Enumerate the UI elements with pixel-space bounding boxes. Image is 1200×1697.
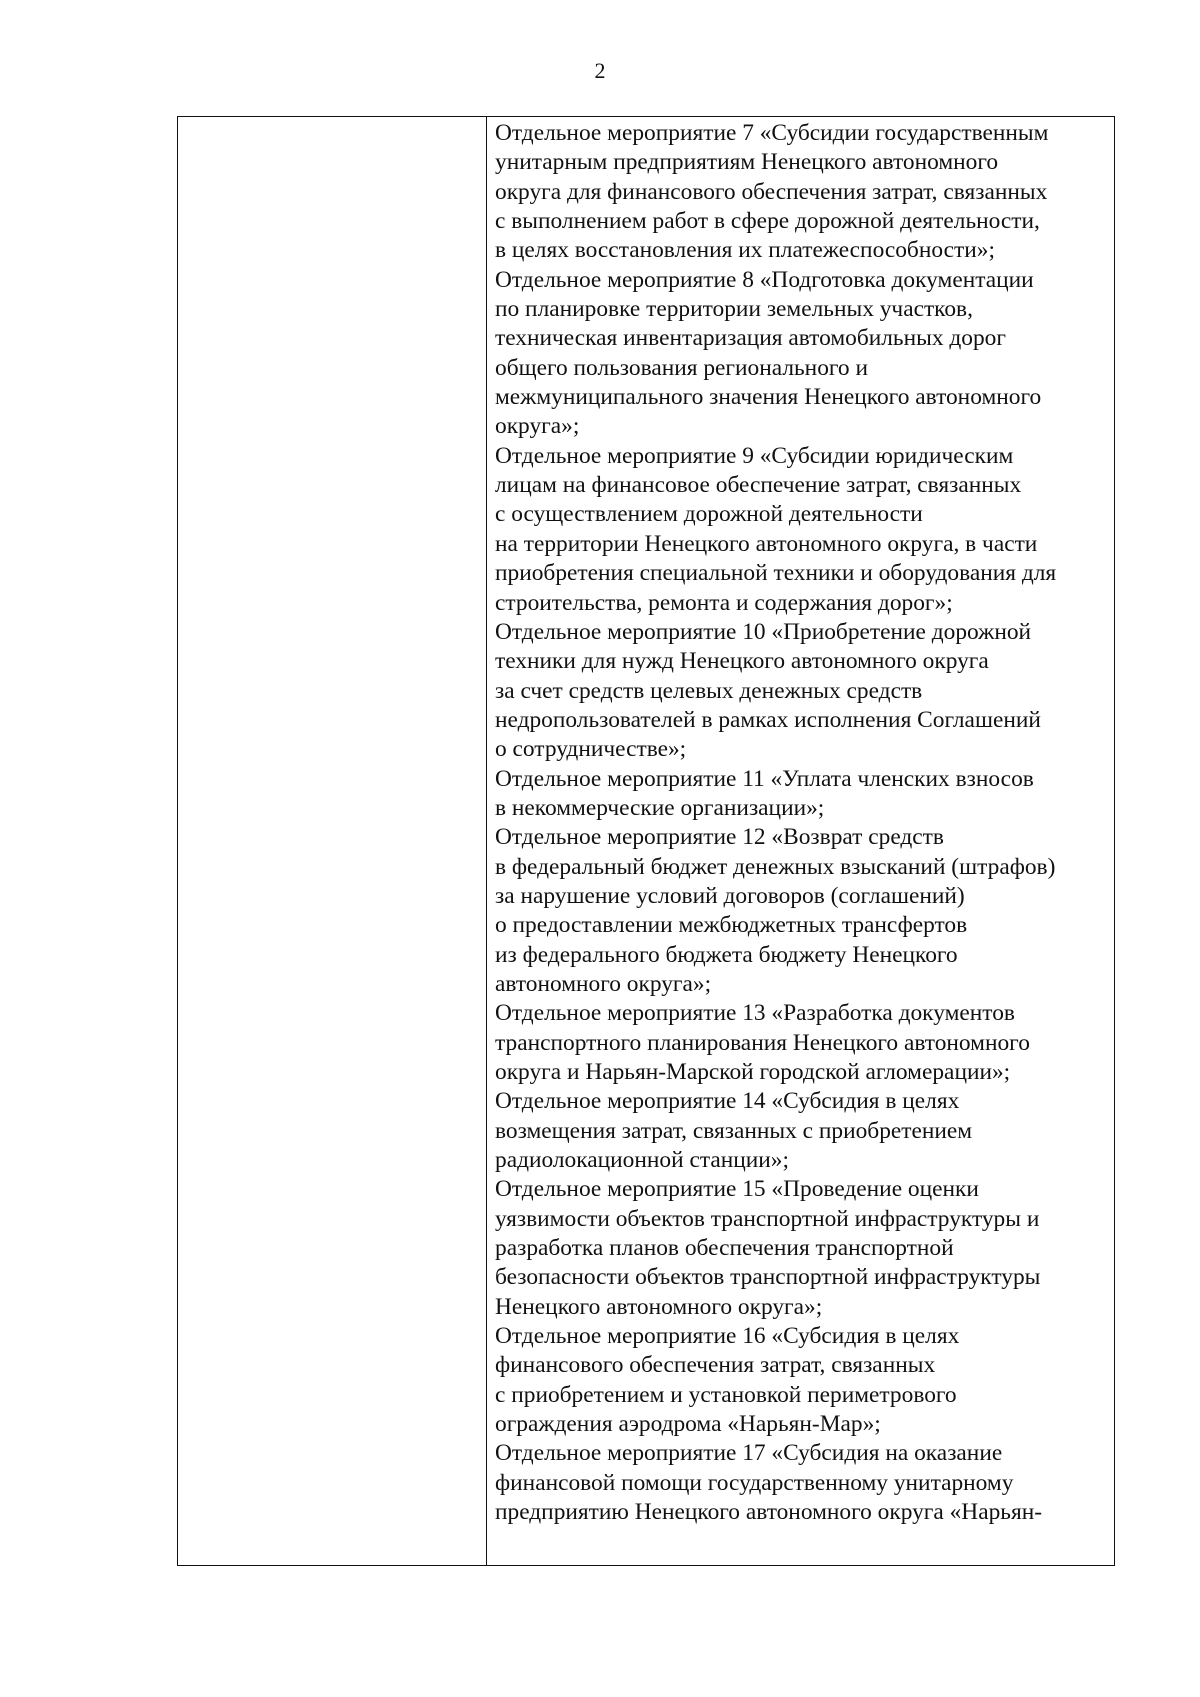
text-line: финансовой помощи государственному унитарному — [495, 1469, 1014, 1496]
text-line: за нарушение условий договоров (соглашений) — [495, 882, 965, 909]
text-line: недропользователей в рамках исполнения Соглашений — [495, 706, 1041, 733]
text-line: в некоммерческие организации»; — [495, 794, 825, 821]
text-line: транспортного планирования Ненецкого автономного — [495, 1029, 1030, 1056]
text-line: предприятию Ненецкого автономного округа «Нарьян- — [495, 1499, 1043, 1526]
text-line: в федеральный бюджет денежных взысканий (штрафов) — [495, 853, 1056, 880]
text-line: Отдельное мероприятие 9 «Субсидии юридическим — [495, 442, 1014, 469]
text-line: строительства, ремонта и содержания дорог»; — [495, 589, 953, 616]
text-line: межмуниципального значения Ненецкого автономного — [495, 384, 1042, 411]
text-line: техническая инвентаризация автомобильных дорог — [495, 325, 1006, 352]
text-line: унитарным предприятиям Ненецкого автономного — [495, 149, 999, 176]
text-line: финансового обеспечения затрат, связанных — [495, 1352, 936, 1379]
text-line: Отдельное мероприятие 7 «Субсидии государственным — [495, 120, 1049, 146]
text-line: разработка планов обеспечения транспортной — [495, 1235, 954, 1262]
text-line: техники для нужд Ненецкого автономного округа — [495, 648, 989, 675]
text-line: Отдельное мероприятие 12 «Возврат средств — [495, 824, 944, 851]
text-line: безопасности объектов транспортной инфраструктуры — [495, 1264, 1041, 1291]
text-line: за счет средств целевых денежных средств — [495, 677, 923, 704]
text-line: на территории Ненецкого автономного округа, в части — [495, 530, 1038, 557]
text-line: с осуществлением дорожной деятельности — [495, 501, 923, 528]
text-line: общего пользования регионального и — [495, 354, 868, 381]
text-line: с выполнением работ в сфере дорожной деятельности, — [495, 208, 1040, 235]
text-line: приобретения специальной техники и оборудования для — [495, 560, 1057, 587]
text-line: о предоставлении межбюджетных трансфертов — [495, 912, 968, 939]
text-line: Отдельное мероприятие 8 «Подготовка документации — [495, 266, 1034, 293]
text-line: о сотрудничестве»; — [495, 736, 687, 763]
text-line: округа»; — [495, 413, 580, 440]
text-line: Отдельное мероприятие 16 «Субсидия в целях — [495, 1323, 960, 1350]
text-line: по планировке территории земельных участков, — [495, 296, 973, 323]
page-number: 2 — [594, 58, 606, 83]
text-line: из федерального бюджета бюджету Ненецкого — [495, 941, 958, 968]
text-line: ограждения аэродрома «Нарьян-Мар»; — [495, 1411, 881, 1438]
text-line: радиолокационной станции»; — [495, 1147, 790, 1174]
text-line: уязвимости объектов транспортной инфраструктуры и — [495, 1205, 1040, 1232]
text-line: Ненецкого автономного округа»; — [495, 1293, 823, 1320]
text-line: Отдельное мероприятие 11 «Уплата членских взносов — [495, 765, 1034, 792]
text-line: округа для финансового обеспечения затрат, связанных — [495, 178, 1048, 205]
text-line: возмещения затрат, связанных с приобретением — [495, 1117, 973, 1144]
text-line: Отдельное мероприятие 17 «Субсидия на оказание — [495, 1440, 1003, 1467]
text-line: Отдельное мероприятие 10 «Приобретение дорожной — [495, 618, 1032, 645]
text-line: Отдельное мероприятие 14 «Субсидия в целях — [495, 1088, 960, 1115]
table-left-cell — [178, 117, 487, 1565]
document-table — [177, 116, 1115, 1566]
text-line: округа и Нарьян-Марской городской агломерации»; — [495, 1059, 1011, 1085]
text-line: Отдельное мероприятие 13 «Разработка документов — [495, 1000, 1015, 1027]
text-line: Отдельное мероприятие 15 «Проведение оценки — [495, 1176, 979, 1203]
text-line: автономного округа»; — [495, 970, 712, 997]
text-line: в целях восстановления их платежеспособности»; — [495, 237, 995, 264]
text-line: с приобретением и установкой периметрового — [495, 1381, 957, 1408]
table-right-cell — [487, 117, 1114, 1565]
text-line: лицам на финансовое обеспечение затрат, связанных — [495, 472, 1022, 499]
